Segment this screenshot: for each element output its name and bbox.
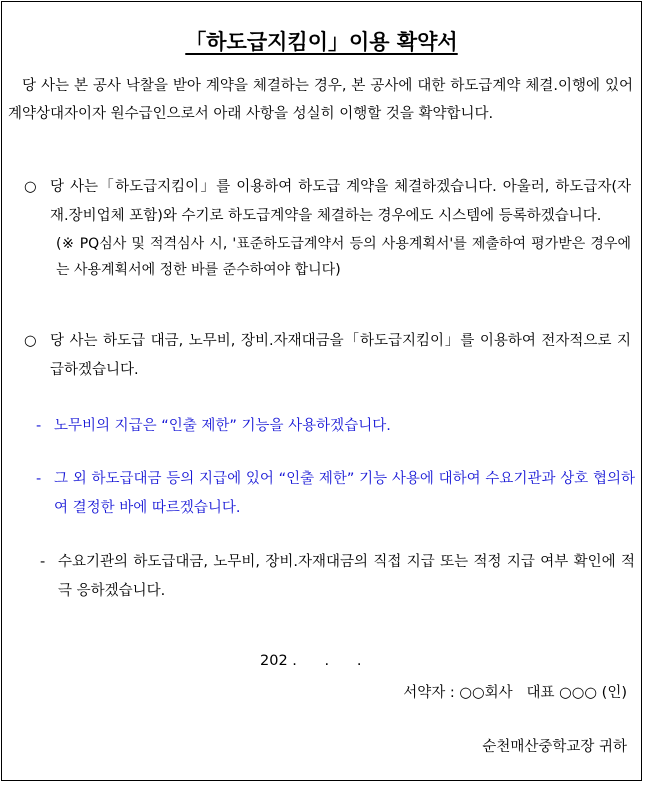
document-title: [2, 26, 641, 56]
document-title-text: 「하도급지킴이」이용 확약서: [185, 30, 458, 54]
circle-bullet-icon: ○: [24, 333, 37, 349]
signer-line: 서약자 : ○○회사 대표 ○○○ (인): [403, 685, 627, 701]
subitem-2: [36, 465, 635, 523]
dash-mark: -: [36, 471, 42, 487]
subitem-3-text: 수요기관의 하도급대금, 노무비, 장비.자재대금의 직접 지급 또는 적정 지급 여부 확인에 적극 응하겠습니다.: [58, 554, 635, 599]
pledge-item-1-note: (※ PQ심사 및 적격심사 시, '표준하도급계약서 등의 사용계획서'를 제출하여 평가받은 경우에는 사용계획서에 정한 바를 준수하여야 합니다): [56, 236, 631, 278]
pledge-item-1: [24, 173, 631, 283]
subitem-1: [36, 412, 635, 441]
subitem-1-text: 노무비의 지급은 “인출 제한” 기능을 사용하겠습니다.: [54, 418, 391, 434]
subitem-3: [40, 548, 635, 606]
circle-bullet-icon: ○: [24, 179, 37, 195]
pledge-item-2-text: 당 사는 하도급 대금, 노무비, 장비.자재대금을「하도급지킴이」를 이용하여 전자적으로 지급하겠습니다.: [50, 333, 631, 378]
subitem-2-text: 그 외 하도급대금 등의 지급에 있어 “인출 제한” 기능 사용에 대하여 수요기관과 상호 협의하여 결정한 바에 따르겠습니다.: [54, 471, 635, 516]
dash-mark: -: [36, 418, 42, 434]
document-page: [1, 1, 642, 781]
intro-paragraph: 당 사는 본 공사 낙찰을 받아 계약을 체결하는 경우, 본 공사에 대한 하도급계약 체결.이행에 있어 계약상대자이자 원수급인으로서 아래 사항을 성실히 이행할 것을 확약합니다.: [8, 78, 633, 122]
pledge-item-1-text: 당 사는「하도급지킴이」를 이용하여 하도급 계약을 체결하겠습니다. 아울러, 하도급자(자재.장비업체 포함)와 수기로 하도급계약을 체결하는 경우에도 시스템에 등록하겠습니다.: [50, 179, 631, 224]
pledge-item-2: [24, 327, 631, 385]
pledge-date: 202 . . .: [260, 653, 362, 669]
dash-mark: -: [40, 554, 46, 570]
recipient-line: 순천매산중학교장 귀하: [482, 739, 627, 755]
